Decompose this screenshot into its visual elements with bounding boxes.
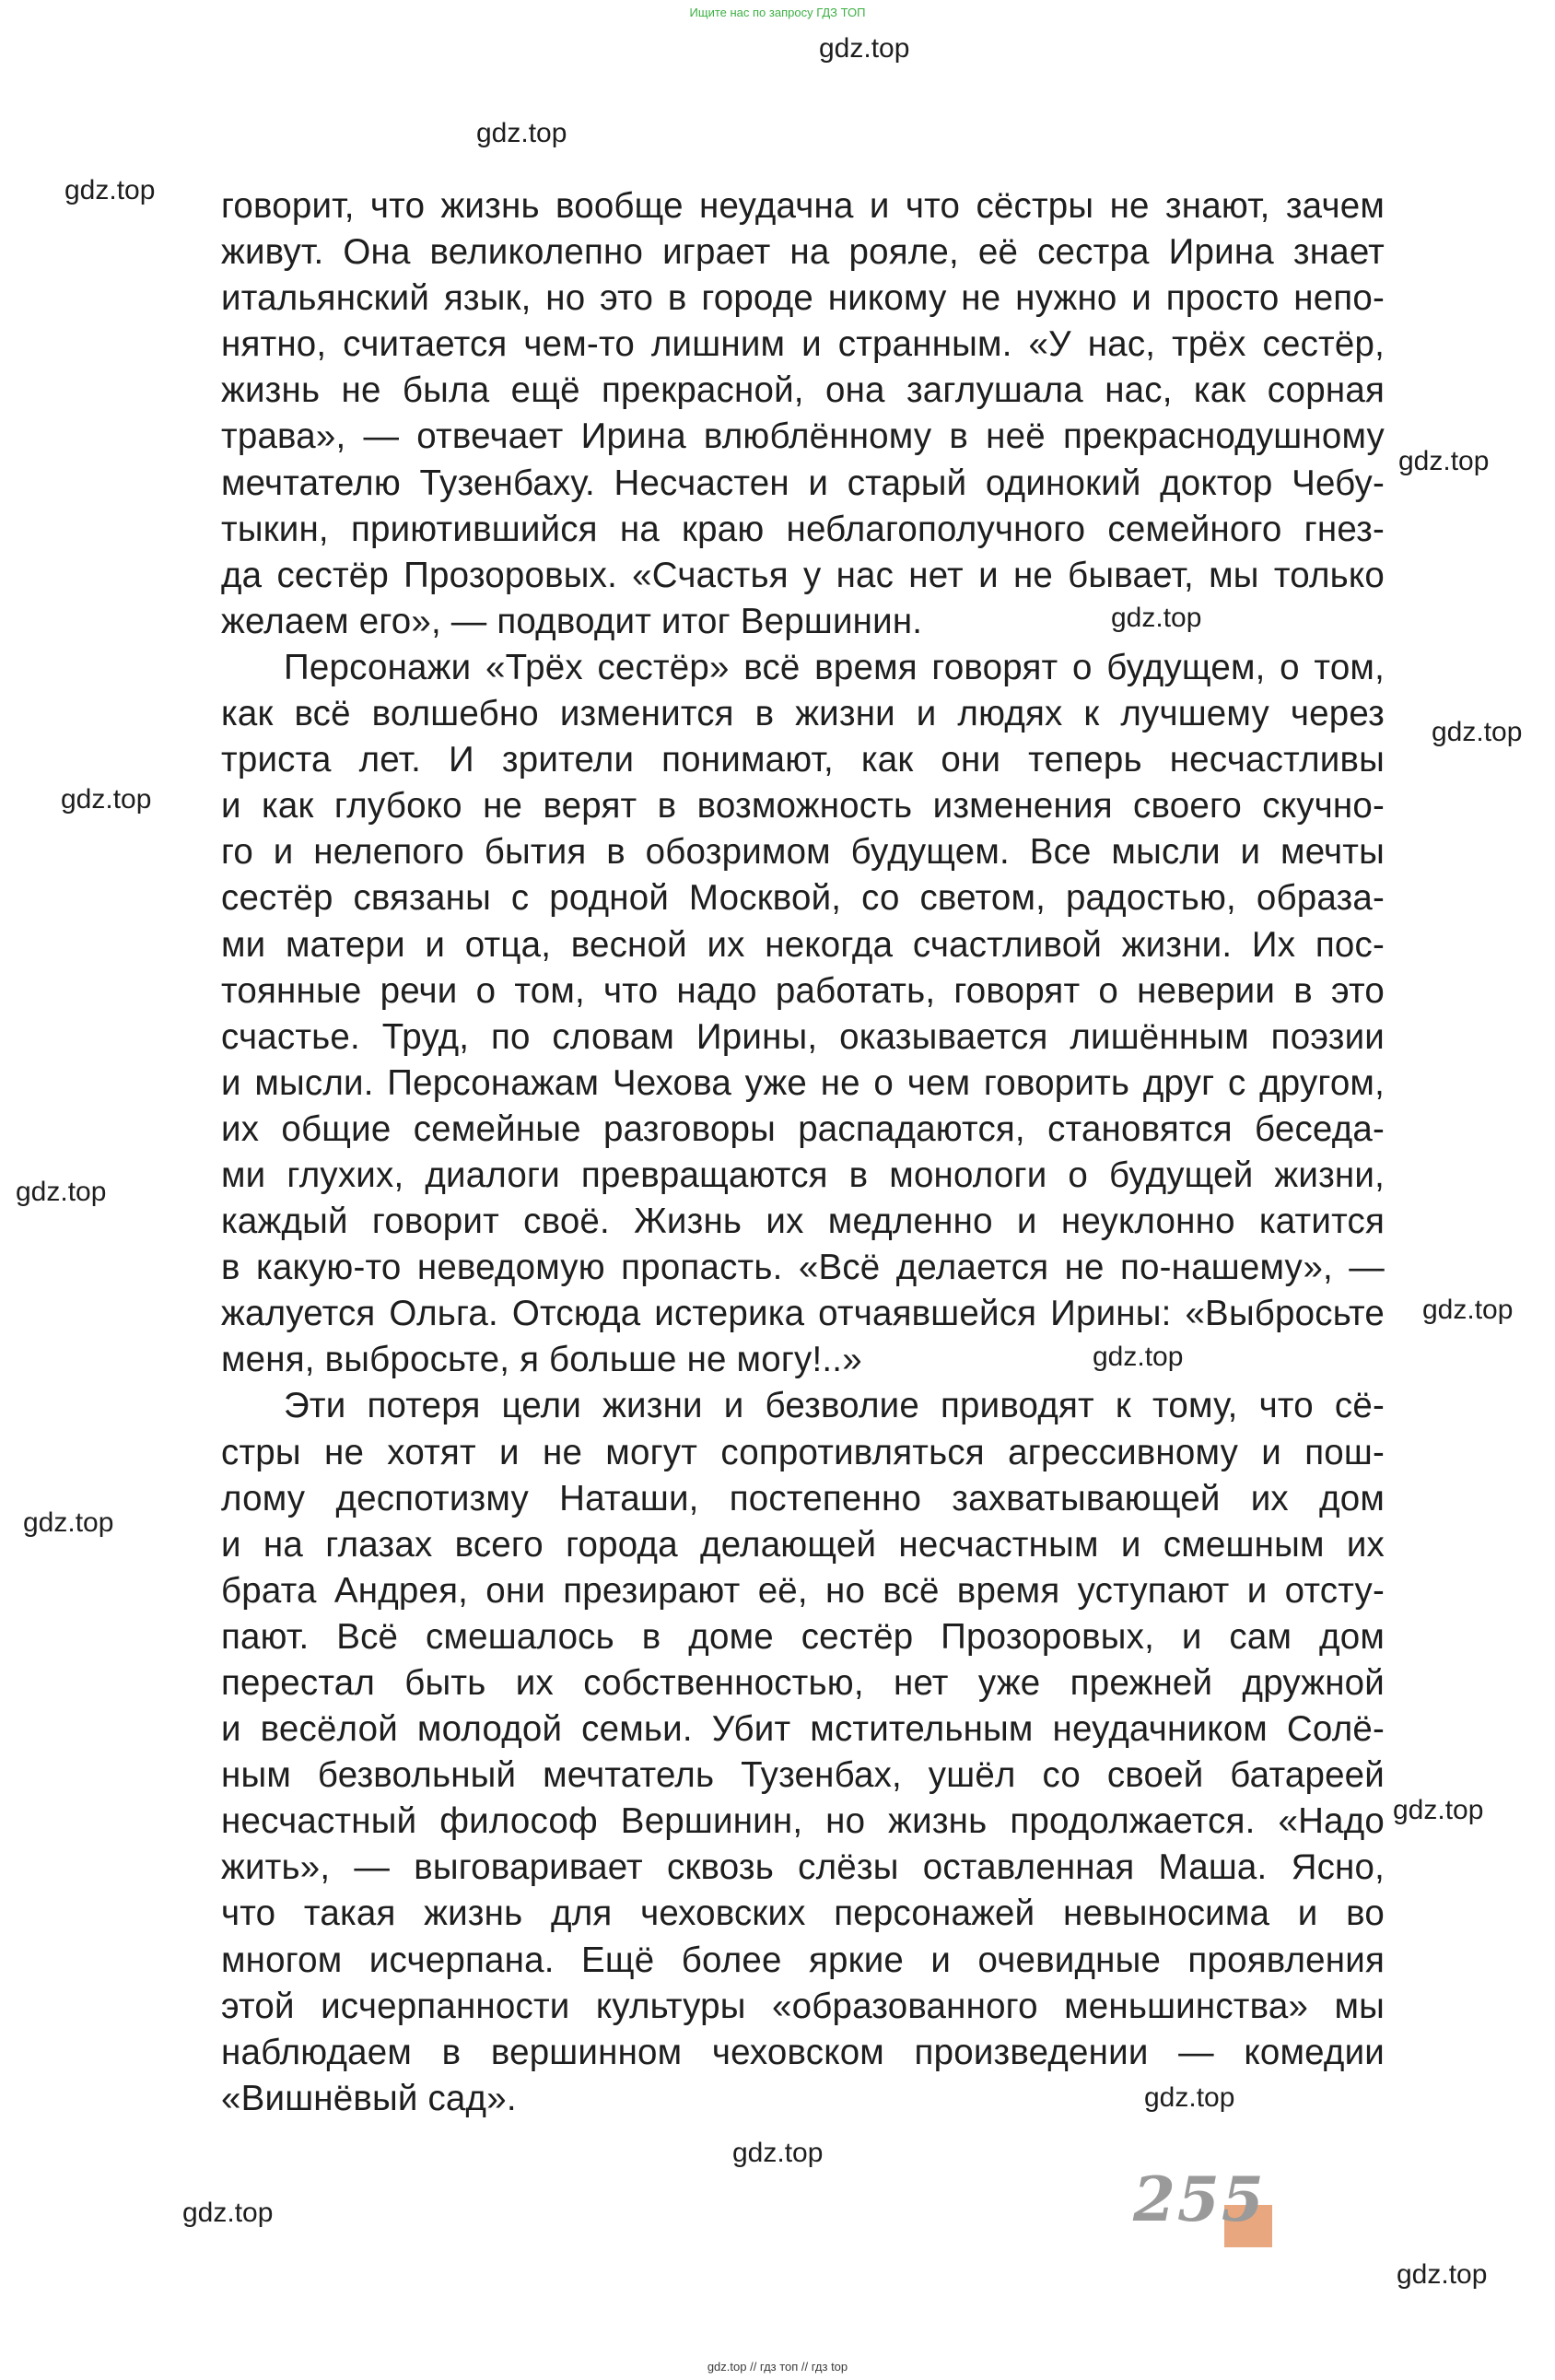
watermark: gdz.top xyxy=(23,1507,114,1538)
text-line: ми матери и отца, весной их некогда счастливой жизни. Их пос- xyxy=(221,924,1385,965)
bottom-banner: gdz.top // гдз топ // гдз top xyxy=(707,2360,848,2374)
text-line: трава», — отвечает Ирина влюблённому в неё прекраснодушному xyxy=(221,416,1385,457)
page-number: 255 xyxy=(1133,2163,1266,2235)
text-line: жалуется Ольга. Отсюда истерика отчаявшейся Ирины: «Выбросьте xyxy=(221,1294,1385,1334)
text-line: нятно, считается чем-то лишним и странным. «У нас, трёх сестёр, xyxy=(221,324,1385,365)
text-line: лому деспотизму Наташи, постепенно захватывающей их дом xyxy=(221,1478,1385,1518)
text-line: их общие семейные разговоры распадаются, становятся беседа- xyxy=(221,1108,1385,1149)
text-line: и на глазах всего города делающей несчастным и смешным их xyxy=(221,1524,1385,1565)
text-line: пают. Всё смешалось в доме сестёр Прозоровых, и сам дом xyxy=(221,1616,1385,1657)
watermark: gdz.top xyxy=(1111,603,1202,633)
watermark: gdz.top xyxy=(61,784,152,815)
watermark: gdz.top xyxy=(16,1177,107,1207)
text-line: счастье. Труд, по словам Ирины, оказывается лишённым поэзии xyxy=(221,1016,1385,1057)
text-line: триста лет. И зрители понимают, как они теперь несчастливы xyxy=(221,740,1385,780)
text-line: и как глубоко не верят в возможность изменения своего скучно- xyxy=(221,786,1385,827)
text-line: в какую-то неведомую пропасть. «Всё делается не по-нашему», — xyxy=(221,1248,1385,1288)
text-line: этой исчерпанности культуры «образованного меньшинства» мы xyxy=(221,1986,1385,2026)
text-line: итальянский язык, но это в городе никому не нужно и просто непо- xyxy=(221,278,1385,319)
text-line: многом исчерпана. Ещё более яркие и очевидные проявления xyxy=(221,1940,1385,1980)
watermark: gdz.top xyxy=(819,33,910,64)
text-line: и мысли. Персонажам Чехова уже не о чем говорить друг с другом, xyxy=(221,1062,1385,1103)
watermark: gdz.top xyxy=(1393,1795,1484,1825)
text-line: говорит, что жизнь вообще неудачна и что сёстры не знают, зачем xyxy=(221,186,1385,226)
text-line: желаем его», — подводит итог Вершинин. xyxy=(221,601,923,641)
text-line: наблюдаем в вершинном чеховском произведении — комедии xyxy=(221,2032,1385,2072)
text-line: жить», — выговаривает сквозь слёзы оставленная Маша. Ясно, xyxy=(221,1847,1385,1888)
watermark: gdz.top xyxy=(1397,2259,1488,2290)
text-line: стры не хотят и не могут сопротивляться агрессивному и пош- xyxy=(221,1432,1385,1472)
text-line: мечтателю Тузенбаху. Несчастен и старый одинокий доктор Чебу- xyxy=(221,463,1385,503)
body-text xyxy=(221,183,1385,2122)
text-line: что такая жизнь для чеховских персонажей невыносима и во xyxy=(221,1893,1385,1934)
text-line: Персонажи «Трёх сестёр» всё время говорят о будущем, о том, xyxy=(284,647,1385,687)
text-line: ным безвольный мечтатель Тузенбах, ушёл со своей батареей xyxy=(221,1755,1385,1796)
text-line: и весёлой молодой семьи. Убит мстительным неудачником Солё- xyxy=(221,1709,1385,1750)
text-line: каждый говорит своё. Жизнь их медленно и неуклонно катится xyxy=(221,1202,1385,1242)
text-line: брата Андрея, они презирают её, но всё время уступают и отсту- xyxy=(221,1570,1385,1611)
text-line: тоянные речи о том, что надо работать, говорят о неверии в это xyxy=(221,970,1385,1011)
watermark: gdz.top xyxy=(1093,1342,1184,1372)
watermark: gdz.top xyxy=(1422,1295,1514,1325)
text-line: «Вишнёвый сад». xyxy=(221,2078,517,2118)
top-banner: Ищите нас по запросу ГДЗ ТОП xyxy=(689,6,866,19)
text-line: сестёр связаны с родной Москвой, со светом, радостью, образа- xyxy=(221,878,1385,919)
watermark: gdz.top xyxy=(1144,2082,1235,2113)
text-line: несчастный философ Вершинин, но жизнь продолжается. «Надо xyxy=(221,1801,1385,1842)
text-line: жизнь не была ещё прекрасной, она заглушала нас, как сорная xyxy=(221,370,1385,411)
text-line: Эти потеря цели жизни и безволие приводят к тому, что сё- xyxy=(284,1386,1385,1426)
watermark: gdz.top xyxy=(732,2138,824,2168)
watermark: gdz.top xyxy=(1432,717,1523,747)
watermark: gdz.top xyxy=(1398,446,1490,476)
text-line: тыкин, приютившийся на краю неблагополучного семейного гнез- xyxy=(221,509,1385,549)
text-line: перестал быть их собственностью, нет уже прежней дружной xyxy=(221,1663,1385,1703)
text-line: живут. Она великолепно играет на рояле, её сестра Ирина знает xyxy=(221,232,1385,273)
text-line: го и нелепого бытия в обозримом будущем. Все мысли и мечты xyxy=(221,832,1385,873)
text-line: да сестёр Прозоровых. «Счастья у нас нет и не бывает, мы только xyxy=(221,555,1385,595)
watermark: gdz.top xyxy=(64,175,156,205)
watermark: gdz.top xyxy=(476,118,567,148)
text-line: ми глухих, диалоги превращаются в монологи о будущей жизни, xyxy=(221,1155,1385,1195)
watermark: gdz.top xyxy=(182,2198,274,2228)
text-line: меня, выбросьте, я больше не могу!..» xyxy=(221,1340,862,1380)
text-line: как всё волшебно изменится в жизни и людях к лучшему через xyxy=(221,694,1385,734)
